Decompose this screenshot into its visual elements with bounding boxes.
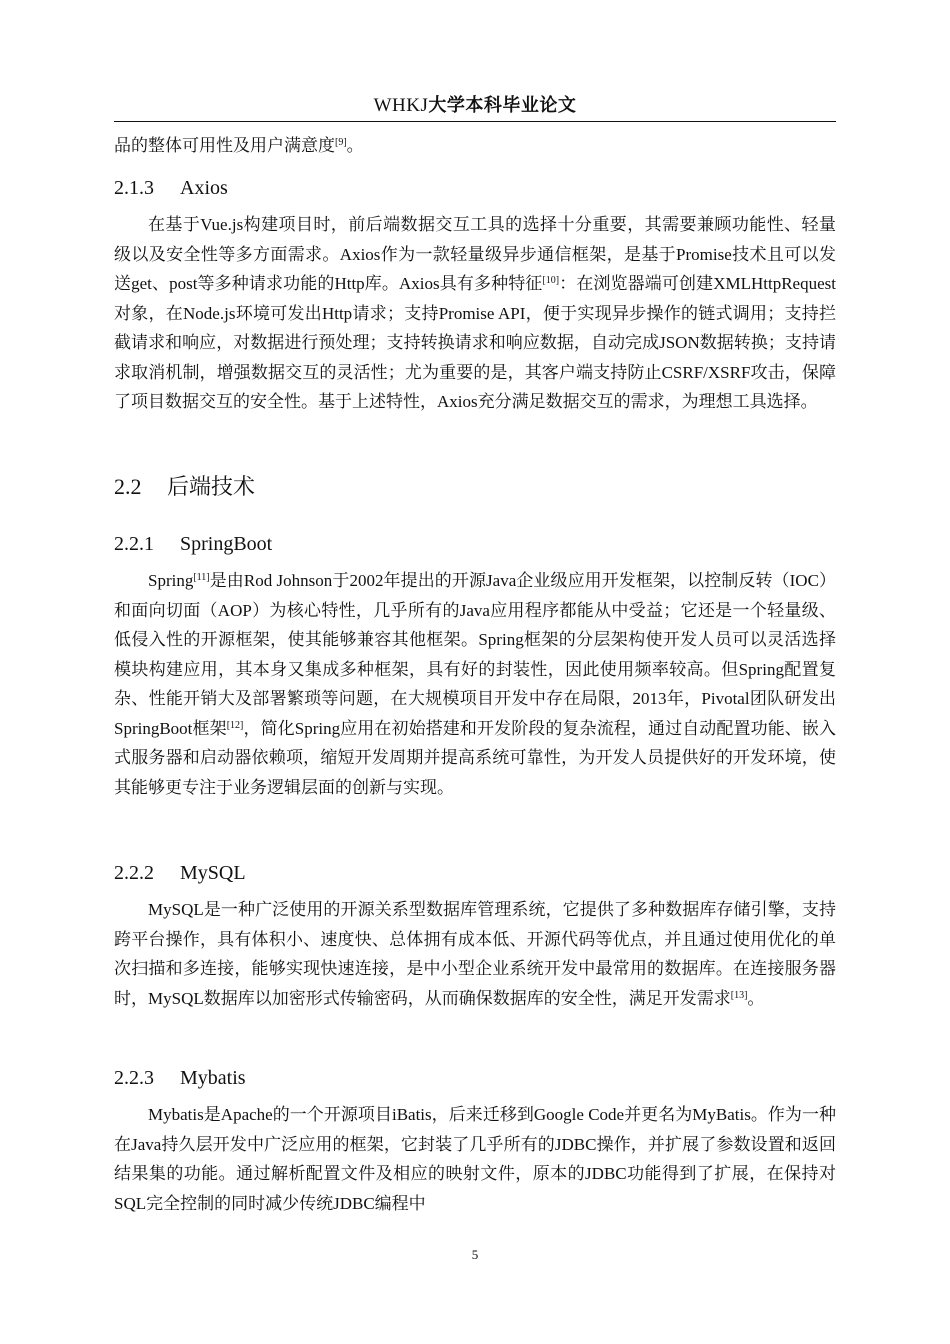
citation: [12] xyxy=(226,719,244,731)
section-number: 2.2.2 xyxy=(114,862,154,884)
heading-2-2-1 xyxy=(114,530,836,558)
citation: [11] xyxy=(193,572,210,583)
section-title: SpringBoot xyxy=(180,533,273,555)
header-rule xyxy=(114,121,836,122)
section-number: 2.2 xyxy=(114,474,142,499)
paragraph-springboot: Spring[11]是由Rod Johnson于2002年提出的开源Java企业级应用开发框架，以控制反转（IOC）和面向切面（AOP）为核心特性，几乎所有的Java应用程序都能从中受益；它还是一个轻量级、低侵入性的开源框架，使其能够兼容其他框架。Spring框架的分层架构使开发人员可以灵活选择模块构建应用，其本身又集成多种框架，具有好的封装性，因此使用频率较高。但Spring配置复杂、性能开销大及部署繁琐等问题，在大规模项目开发中存在局限，2013年，Pivotal团队研发出SpringBoot框架[12]，简化Spring应用在初始搭建和开发阶段的复杂流程，通过自动配置功能、嵌入式服务器和启动器依赖项，缩短开发周期并提高系统可靠性，为开发人员提供好的开发环境，使其能够更专注于业务逻辑层面的创新与实现。 xyxy=(114,571,836,797)
heading-2-1-3 xyxy=(114,174,836,202)
page-number: 5 xyxy=(471,1247,479,1262)
section-title: Axios xyxy=(180,177,228,199)
citation: [9] xyxy=(335,137,347,148)
section-number: 2.1.3 xyxy=(114,177,154,199)
section-title: Mybatis xyxy=(180,1067,246,1089)
paragraph-mybatis: Mybatis是Apache的一个开源项目iBatis，后来迁移到Google Code并更名为MyBatis。作为一种在Java持久层开发中广泛应用的框架，它封装了几乎所有的JDBC操作，并扩展了参数设置和返回结果集的功能。通过解析配置文件及相应的映射文件，原本的JDBC功能得到了扩展，在保持对SQL完全控制的同时减少传统JDBC编程中 xyxy=(114,1105,836,1213)
lead-paragraph: 品的整体可用性及用户满意度[9]。 xyxy=(114,136,364,155)
header-title: 大学本科毕业论文 xyxy=(428,95,577,116)
paragraph-mysql: MySQL是一种广泛使用的开源关系型数据库管理系统，它提供了多种数据库存储引擎，支持跨平台操作，具有体积小、速度快、总体拥有成本低、开源代码等优点，并且通过使用优化的单次扫描和多连接，能够实现快速连接，是中小型企业系统开发中最常用的数据库。在连接服务器时，MySQL数据库以加密形式传输密码，从而确保数据库的安全性，满足开发需求[13]。 xyxy=(114,900,836,1008)
heading-2-2-3 xyxy=(114,1064,836,1092)
section-number: 2.2.3 xyxy=(114,1067,154,1089)
citation: [13] xyxy=(730,989,748,1001)
heading-2-2-2 xyxy=(114,859,836,887)
heading-2-2 xyxy=(114,472,836,502)
section-title: 后端技术 xyxy=(167,474,256,499)
section-number: 2.2.1 xyxy=(114,533,154,555)
paragraph-axios: 在基于Vue.js构建项目时，前后端数据交互工具的选择十分重要，其需要兼顾功能性、轻量级以及安全性等多方面需求。Axios作为一款轻量级异步通信框架，是基于Promise技术且可以发送get、post等多种请求功能的Http库。Axios具有多种特征[10]：在浏览器端可创建XMLHttpRequest对象，在Node.js环境可发出Http请求；支持Promise API，便于实现异步操作的链式调用；支持拦截请求和响应，对数据进行预处理；支持转换请求和响应数据，自动完成JSON数据转换；支持请求取消机制，增强数据交互的灵活性；尤为重要的是，其客户端支持防止CSRF/XSRF攻击，保障了项目数据交互的安全性。基于上述特性，Axios充分满足数据交互的需求，为理想工具选择。 xyxy=(114,215,836,411)
citation: [10] xyxy=(542,275,560,286)
header-latin: WHKJ xyxy=(373,95,429,116)
section-title: MySQL xyxy=(180,862,246,884)
running-header xyxy=(114,93,836,119)
